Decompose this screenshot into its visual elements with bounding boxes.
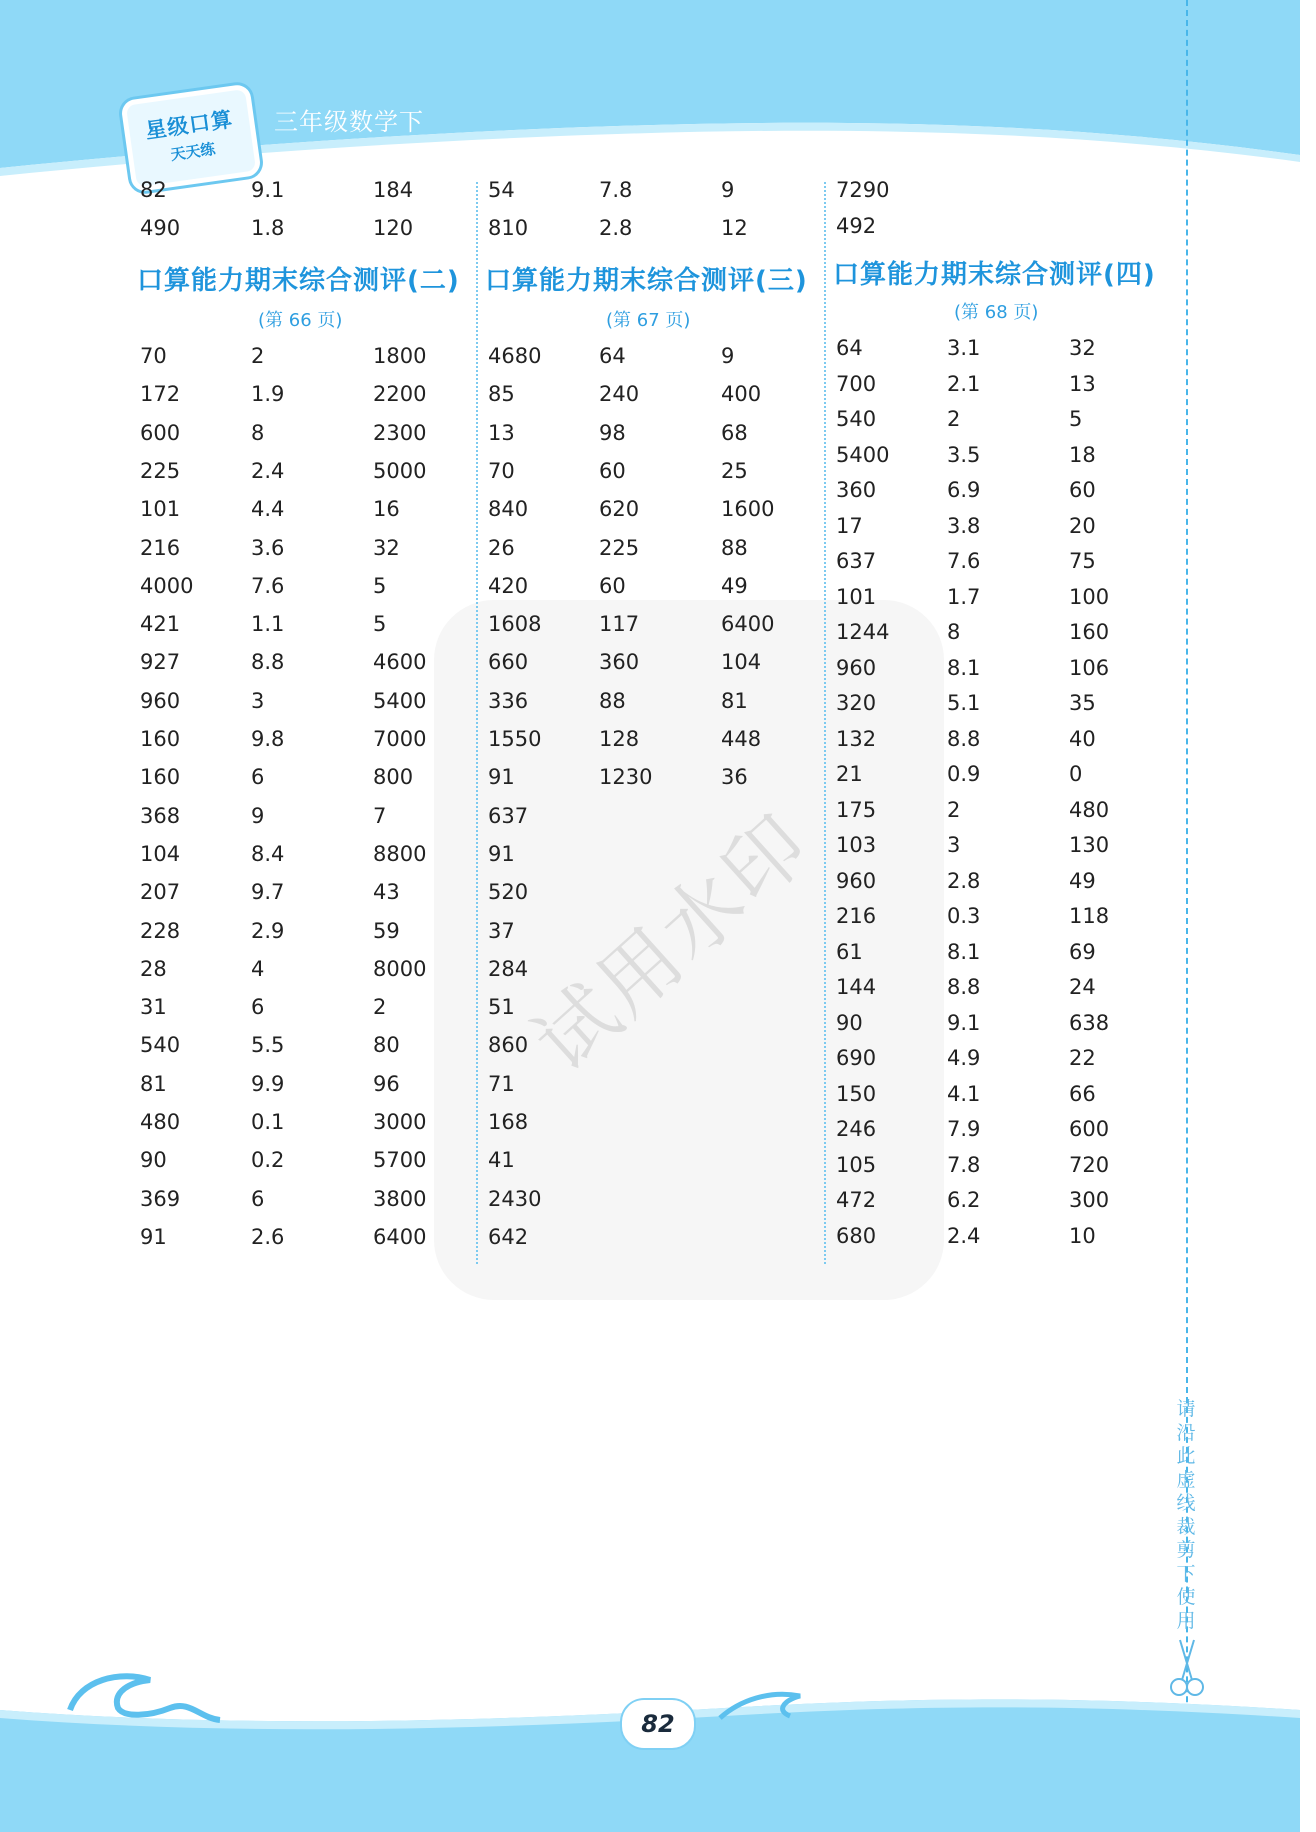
answer-value: 66 (1069, 1081, 1096, 1106)
answer-value: 637 (836, 549, 877, 573)
answer-value: 600 (1069, 1117, 1110, 1141)
answer-value: 240 (599, 382, 640, 407)
answer-value: 5700 (373, 1148, 427, 1173)
answer-value: 3800 (373, 1186, 427, 1211)
answer-value: 5 (373, 612, 387, 637)
answer-value: 927 (140, 650, 181, 675)
answer-value: 70 (140, 344, 167, 368)
cut-instruction-char: 用 (1176, 1609, 1196, 1632)
answer-value: 638 (1069, 1010, 1110, 1035)
answer-value: 3 (251, 688, 265, 713)
logo-line-1: 星级口算 (143, 107, 235, 144)
answer-value: 4680 (488, 344, 542, 368)
answer-value: 1600 (721, 497, 775, 522)
answer-value: 13 (1069, 371, 1096, 396)
answer-value: 7.8 (599, 178, 633, 202)
answer-value: 225 (140, 458, 181, 483)
answer-value: 17 (836, 513, 863, 538)
answer-value: 91 (488, 765, 515, 790)
answer-value: 41 (488, 1148, 515, 1173)
answer-value: 105 (836, 1152, 877, 1177)
answer-value: 81 (721, 688, 748, 713)
cut-instruction-char: 沿 (1176, 1421, 1196, 1444)
cut-instruction-char: 裁 (1176, 1515, 1196, 1538)
answer-value: 1.9 (251, 382, 285, 407)
answer-value: 101 (140, 497, 181, 522)
answer-value: 448 (721, 727, 762, 751)
answer-value: 4000 (140, 573, 194, 598)
answer-value: 40 (1069, 726, 1096, 751)
answer-value: 12 (721, 216, 748, 240)
answer-value: 8.1 (947, 655, 981, 680)
section-title: 口算能力期末综合测评(二) (137, 266, 460, 296)
answer-value: 8.8 (947, 975, 981, 999)
answer-value: 3.1 (947, 336, 981, 360)
answer-value: 700 (836, 371, 877, 396)
answer-value: 81 (140, 1071, 167, 1096)
answer-value: 2.6 (251, 1224, 285, 1249)
answer-value: 492 (836, 214, 877, 238)
answer-value: 150 (836, 1081, 877, 1106)
answer-value: 720 (1069, 1152, 1110, 1177)
answer-value: 2.8 (599, 216, 633, 240)
answer-value: 5400 (373, 688, 427, 713)
answer-value: 3.6 (251, 535, 285, 560)
cut-instruction-char: 下 (1176, 1562, 1196, 1585)
answer-value: 4600 (373, 650, 427, 675)
answer-value: 28 (140, 956, 167, 981)
answer-value: 168 (488, 1110, 529, 1134)
answer-value: 1.7 (947, 584, 981, 609)
answer-value: 8800 (373, 841, 427, 866)
answer-value: 1244 (836, 620, 890, 644)
answer-value: 360 (836, 478, 877, 502)
book-title: 三年级数学下 (274, 108, 424, 136)
answer-value: 960 (140, 688, 181, 713)
answer-value: 51 (488, 995, 515, 1020)
answer-value: 5400 (836, 442, 890, 467)
answer-value: 6 (251, 995, 265, 1020)
answer-value: 2.4 (251, 458, 285, 483)
answer-value: 3000 (373, 1110, 427, 1134)
answer-value: 360 (599, 650, 640, 675)
cut-instruction-char: 使 (1176, 1586, 1196, 1608)
answer-value: 1608 (488, 612, 542, 637)
column-divider (824, 182, 826, 1264)
answer-value: 620 (599, 497, 640, 522)
answer-value: 6400 (721, 612, 775, 637)
cut-instruction-char: 线 (1176, 1492, 1196, 1514)
answer-value: 2200 (373, 382, 427, 407)
answer-value: 49 (1069, 868, 1096, 893)
answer-value: 860 (488, 1033, 529, 1058)
answer-value: 336 (488, 688, 529, 713)
answer-value: 10 (1069, 1223, 1096, 1248)
answer-value: 69 (1069, 939, 1096, 964)
answer-value: 1800 (373, 344, 427, 368)
answer-value: 8.8 (947, 726, 981, 751)
answer-value: 4 (251, 956, 265, 981)
answer-value: 118 (1069, 904, 1110, 928)
answer-value: 60 (599, 573, 626, 598)
answer-value: 75 (1069, 549, 1096, 573)
answer-value: 540 (140, 1033, 181, 1058)
answer-value: 4.1 (947, 1081, 981, 1106)
answer-value: 103 (836, 833, 877, 857)
answer-value: 101 (836, 584, 877, 609)
answer-value: 54 (488, 178, 515, 202)
answer-value: 2.1 (947, 371, 981, 396)
answer-value: 160 (140, 727, 181, 751)
answer-value: 104 (721, 650, 762, 675)
answer-value: 0.9 (947, 762, 981, 786)
answer-value: 132 (836, 726, 877, 751)
answer-value: 128 (599, 727, 640, 751)
answer-value: 540 (836, 407, 877, 431)
answer-value: 64 (836, 336, 863, 360)
answer-value: 1550 (488, 727, 542, 751)
answer-value: 2 (947, 797, 961, 822)
answer-value: 800 (373, 765, 414, 790)
answer-value: 690 (836, 1046, 877, 1070)
answer-value: 5000 (373, 458, 427, 483)
answer-value: 88 (721, 535, 748, 560)
answer-value: 9.8 (251, 727, 285, 751)
answer-value: 18 (1069, 442, 1096, 467)
section-page-ref: (第 67 页) (606, 310, 691, 331)
answer-value: 117 (599, 612, 640, 637)
answer-value: 104 (140, 841, 181, 866)
section-page-ref: (第 68 页) (954, 302, 1039, 323)
answer-value: 85 (488, 382, 515, 407)
logo-line-2: 天天练 (169, 139, 217, 164)
answer-value: 160 (140, 765, 181, 790)
answer-value: 91 (140, 1224, 167, 1249)
answer-value: 960 (836, 868, 877, 893)
answer-value: 300 (1069, 1188, 1110, 1212)
answer-value: 9.1 (251, 178, 285, 202)
answer-value: 5 (373, 573, 387, 598)
answer-value: 7000 (373, 727, 427, 751)
column-divider (476, 182, 478, 1264)
answer-value: 480 (1069, 797, 1110, 822)
answer-value: 25 (721, 458, 748, 483)
answer-value: 660 (488, 650, 529, 675)
answer-value: 0.1 (251, 1110, 285, 1134)
page-number: 82 (622, 1700, 694, 1748)
answer-value: 1.1 (251, 612, 285, 637)
answer-value: 8.8 (251, 650, 285, 675)
answer-value: 2 (251, 344, 265, 368)
answer-value: 8 (251, 420, 265, 445)
answer-value: 320 (836, 691, 877, 715)
answer-value: 175 (836, 797, 877, 822)
answer-value: 32 (373, 535, 400, 560)
answer-value: 960 (836, 655, 877, 680)
answer-value: 68 (721, 420, 748, 445)
watermark-text: 试用水印 (516, 795, 829, 1090)
answer-value: 6 (251, 765, 265, 790)
answer-value: 13 (488, 420, 515, 445)
answer-value: 21 (836, 762, 863, 786)
answer-value: 420 (488, 573, 529, 598)
cut-instruction-char: 虚 (1176, 1468, 1196, 1491)
answer-value: 120 (373, 216, 414, 240)
answer-value: 35 (1069, 691, 1096, 715)
answer-value: 2.4 (947, 1223, 981, 1248)
answer-value: 8.1 (947, 939, 981, 964)
section-page-ref: (第 66 页) (258, 310, 343, 331)
answer-value: 637 (488, 803, 529, 828)
answer-value: 160 (1069, 620, 1110, 644)
answer-value: 368 (140, 803, 181, 828)
answer-value: 80 (373, 1033, 400, 1058)
answer-value: 49 (721, 573, 748, 598)
answer-value: 9 (251, 803, 265, 828)
answer-value: 7.6 (251, 573, 285, 598)
answer-value: 0.3 (947, 904, 981, 928)
answer-value: 480 (140, 1110, 181, 1134)
answer-value: 7.8 (947, 1152, 981, 1177)
answer-value: 4.4 (251, 497, 285, 522)
answer-value: 32 (1069, 336, 1096, 360)
answer-value: 88 (599, 688, 626, 713)
answer-value: 284 (488, 956, 529, 981)
answer-value: 172 (140, 382, 181, 407)
answer-value: 400 (721, 382, 762, 407)
answer-value: 8000 (373, 956, 427, 981)
answer-value: 228 (140, 918, 181, 943)
answer-value: 8.4 (251, 841, 285, 866)
answer-value: 90 (140, 1148, 167, 1173)
answer-value: 9.9 (251, 1071, 285, 1096)
answer-value: 207 (140, 880, 181, 905)
answer-value: 82 (140, 178, 167, 202)
answer-value: 90 (836, 1010, 863, 1035)
answer-value: 91 (488, 841, 515, 866)
answer-value: 810 (488, 216, 529, 240)
answer-value: 64 (599, 344, 626, 368)
answer-value: 0 (1069, 762, 1083, 786)
answer-value: 9.7 (251, 880, 285, 905)
answer-value: 421 (140, 612, 181, 637)
answer-value: 61 (836, 939, 863, 964)
answer-value: 184 (373, 178, 414, 202)
answer-value: 36 (721, 765, 748, 790)
answer-value: 37 (488, 918, 515, 943)
answer-value: 43 (373, 880, 400, 905)
answer-value: 144 (836, 975, 877, 999)
answer-value: 22 (1069, 1046, 1096, 1070)
answer-value: 8 (947, 620, 961, 644)
cut-instruction-char: 请 (1176, 1398, 1196, 1420)
answer-value: 5.1 (947, 691, 981, 715)
answer-value: 225 (599, 535, 640, 560)
answer-value: 31 (140, 995, 167, 1020)
answer-value: 70 (488, 458, 515, 483)
answer-value: 71 (488, 1071, 515, 1096)
answer-value: 106 (1069, 655, 1110, 680)
answer-value: 60 (599, 458, 626, 483)
answer-value: 6.2 (947, 1188, 981, 1212)
answer-value: 2.9 (251, 918, 285, 943)
answer-value: 5.5 (251, 1033, 285, 1058)
answer-value: 100 (1069, 584, 1110, 609)
answer-value: 4.9 (947, 1046, 981, 1070)
answer-value: 2 (373, 995, 387, 1020)
answer-value: 0.2 (251, 1148, 285, 1173)
answer-value: 9.1 (947, 1010, 981, 1035)
answer-value: 3.8 (947, 513, 981, 538)
answer-value: 6.9 (947, 478, 981, 502)
answer-value: 24 (1069, 975, 1096, 999)
answer-value: 7.9 (947, 1117, 981, 1141)
answer-value: 16 (373, 497, 400, 522)
answer-value: 600 (140, 420, 181, 445)
section-title: 口算能力期末综合测评(三) (485, 266, 808, 296)
answer-value: 3 (947, 833, 961, 857)
answer-value: 7.6 (947, 549, 981, 573)
answer-value: 642 (488, 1224, 529, 1249)
answer-value: 1230 (599, 765, 653, 790)
answer-value: 216 (140, 535, 181, 560)
answer-value: 26 (488, 535, 515, 560)
answer-value: 20 (1069, 513, 1096, 538)
answer-value: 7290 (836, 178, 890, 202)
answer-value: 7 (373, 803, 387, 828)
answer-value: 9 (721, 344, 735, 368)
answer-value: 96 (373, 1071, 400, 1096)
answer-value: 246 (836, 1117, 877, 1141)
answer-value: 216 (836, 904, 877, 928)
answer-value: 2300 (373, 420, 427, 445)
answer-value: 1.8 (251, 216, 285, 240)
answer-value: 3.5 (947, 442, 981, 467)
answer-value: 59 (373, 918, 400, 943)
answer-value: 9 (721, 178, 735, 202)
answer-value: 2430 (488, 1186, 542, 1211)
answer-value: 60 (1069, 478, 1096, 502)
answer-value: 130 (1069, 833, 1110, 857)
answer-value: 98 (599, 420, 626, 445)
cut-instruction-char: 剪 (1176, 1539, 1196, 1561)
answer-value: 369 (140, 1186, 181, 1211)
answer-value: 490 (140, 216, 181, 240)
answer-value: 6400 (373, 1224, 427, 1249)
answer-value: 680 (836, 1223, 877, 1248)
answer-value: 520 (488, 880, 529, 905)
answer-value: 2.8 (947, 868, 981, 893)
answer-value: 472 (836, 1188, 877, 1212)
series-logo (120, 83, 262, 192)
answer-value: 840 (488, 497, 529, 522)
cut-instruction-char: 此 (1176, 1445, 1196, 1467)
cut-instruction (1174, 1398, 1198, 1633)
answer-value: 6 (251, 1186, 265, 1211)
answer-value: 5 (1069, 407, 1083, 431)
section-title: 口算能力期末综合测评(四) (833, 260, 1156, 290)
answer-value: 2 (947, 407, 961, 431)
